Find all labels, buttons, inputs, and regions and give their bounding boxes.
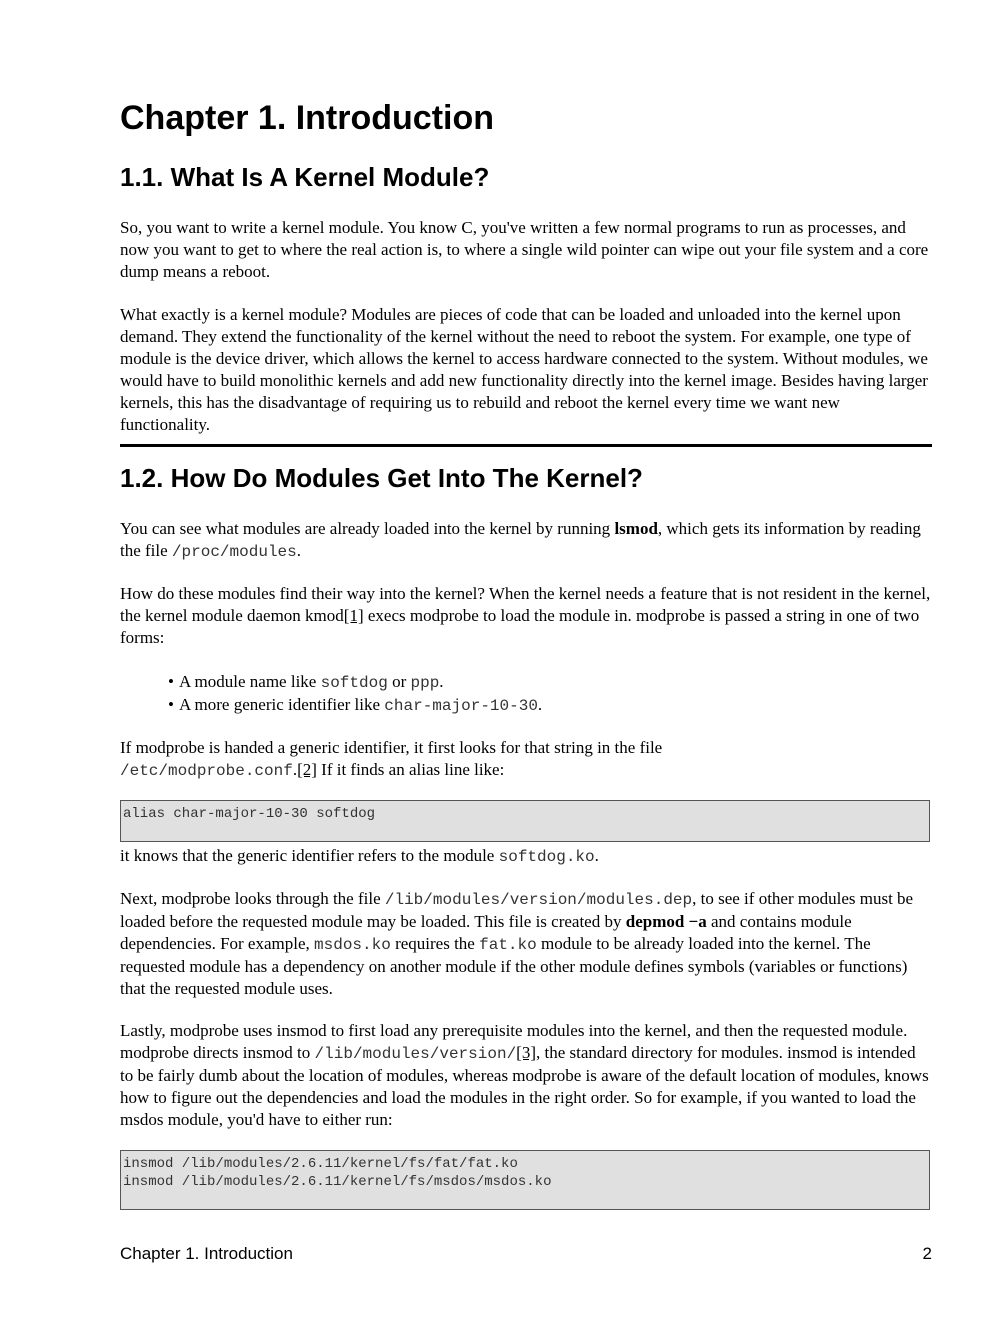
- text: .: [296, 541, 301, 560]
- paragraph-lsmod: [120, 518, 932, 563]
- page-number: 2: [922, 1244, 932, 1263]
- paragraph-softdog-ko: [120, 845, 932, 868]
- code-fat-ko: fat.ko: [479, 936, 537, 954]
- text: Next, modprobe looks through the file: [120, 889, 385, 908]
- text: .: [594, 846, 599, 865]
- paragraph-what-is-module: What exactly is a kernel module? Modules are pieces of code that can be loaded and unloaded into the kernel upon demand. They extend the functionality of the kernel without the need to reboot the system. For example, one type of module is the device driver, which allows the kernel to access hardware connected to the system. Without modules, we would have to build monolithic kernels and add new functionality directly into the kernel image. Besides having larger kernels, this has the disadvantage of requiring us to rebuild and reboot the kernel every time we want new functionality.: [120, 305, 928, 434]
- file-lib-modules-version: /lib/modules/version/: [314, 1045, 517, 1063]
- text: If it finds an alias line like:: [316, 760, 505, 779]
- section-heading-1-1: 1.1. What Is A Kernel Module?: [120, 162, 490, 192]
- text: it knows that the generic identifier refers to the module: [120, 846, 499, 865]
- file-modprobe-conf: /etc/modprobe.conf: [120, 762, 293, 780]
- code-line: insmod /lib/modules/2.6.11/kernel/fs/msdos/msdos.ko: [123, 1174, 552, 1190]
- paragraph-kmod: [120, 583, 932, 649]
- text: You can see what modules are already loaded into the kernel by running: [120, 519, 615, 538]
- page-footer: [120, 1243, 932, 1265]
- section-divider: [120, 444, 932, 447]
- code-line: insmod /lib/modules/2.6.11/kernel/fs/fat/fat.ko: [123, 1156, 518, 1172]
- code-block-alias: alias char-major-10-30 softdog: [120, 800, 930, 842]
- list-item: [168, 671, 542, 694]
- code-softdog-ko: softdog.ko: [498, 848, 595, 866]
- text: .: [537, 695, 543, 714]
- text: A more generic identifier like: [178, 695, 385, 714]
- text: or: [387, 672, 411, 691]
- file-modules-dep: /lib/modules/version/modules.dep: [384, 891, 693, 909]
- text: A module name like: [178, 672, 321, 691]
- text: , to see if other modules must be loaded before the requested module may be loaded. This file is created by: [120, 889, 914, 931]
- text: and contains module dependencies. For example,: [120, 912, 852, 953]
- text: .: [292, 760, 298, 779]
- forms-list: [168, 671, 542, 717]
- footer-chapter-title: Chapter 1. Introduction: [120, 1244, 293, 1263]
- text: requires the: [390, 934, 480, 953]
- paragraph-insmod: [120, 1020, 932, 1131]
- footnote-link-1[interactable]: [1]: [343, 606, 364, 625]
- footnote-link-3[interactable]: [3]: [516, 1043, 536, 1062]
- text: How do these modules find their way into the kernel? When the kernel needs a feature that is not resident in the kernel, the kernel module daemon kmod: [120, 584, 931, 625]
- code-ppp: ppp: [410, 674, 440, 692]
- text: , the standard directory for modules. insmod is intended to be fairly dumb about the location of modules, whereas modprobe is aware of the default location of modules, knows how to figure out the dependencies and load the modules in the right order. So for example, if you wanted to load the msdos module, you'd have to either run:: [120, 1043, 929, 1129]
- text: , which gets its information by reading the file: [120, 519, 921, 560]
- chapter-title: Chapter 1. Introduction: [120, 99, 494, 137]
- text: execs modprobe to load the module in. modprobe is passed a string in one of two forms:: [120, 606, 920, 647]
- paragraph-modprobe-conf: [120, 737, 932, 782]
- paragraph-modules-dep: [120, 888, 932, 1000]
- code-char-major: char-major-10-30: [384, 697, 538, 715]
- paragraph-intro: So, you want to write a kernel module. You know C, you've written a few normal programs to run as processes, and now you want to get to where the real action is, to where a single wild pointer can wipe out your file system and a core dump means a reboot.: [120, 218, 929, 281]
- text: .: [439, 672, 444, 691]
- code-block-insmod: [120, 1150, 930, 1210]
- code-msdos-ko: msdos.ko: [314, 936, 391, 954]
- command-depmod: depmod −a: [625, 912, 707, 931]
- text: module to be already loaded into the kernel. The requested module has a dependency on another module if the other module defines symbols (variables or functions) that the requested module uses.: [120, 934, 908, 998]
- list-item: [168, 694, 542, 717]
- text: If modprobe is handed a generic identifier, it first looks for that string in the file: [120, 738, 663, 757]
- command-lsmod: lsmod: [614, 519, 658, 538]
- footnote-link-2[interactable]: [2]: [297, 760, 317, 779]
- code-softdog: softdog: [320, 674, 388, 692]
- file-proc-modules: /proc/modules: [171, 543, 297, 561]
- section-heading-1-2: 1.2. How Do Modules Get Into The Kernel?: [120, 463, 643, 493]
- text: Lastly, modprobe uses insmod to first load any prerequisite modules into the kernel, and then the requested module. modprobe directs insmod to: [120, 1021, 908, 1062]
